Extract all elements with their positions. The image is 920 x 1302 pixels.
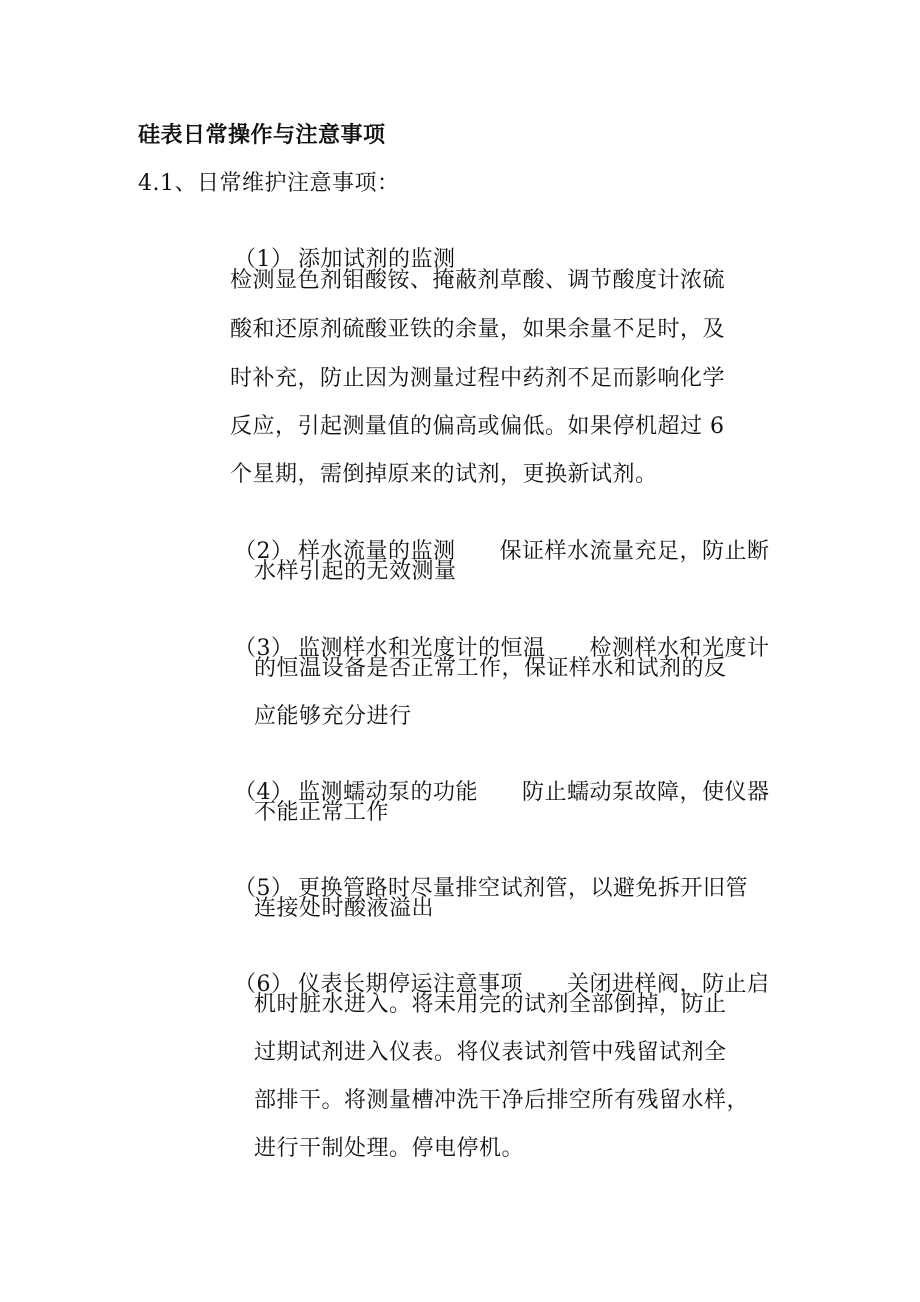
item-marker: （4） — [233, 780, 294, 805]
document-title: 硅表日常操作与注意事项 — [138, 123, 386, 148]
item-6-body-line: 过期试剂进入仪表。将仪表试剂管中残留试剂全 — [254, 1040, 727, 1065]
item-subject: 监测蠕动泵的功能 — [297, 780, 478, 805]
item-description: 防止蠕动泵故障，使仪器 — [522, 780, 770, 805]
item-6-body-line: 机时脏水进入。将未用完的试剂全部倒掉，防止 — [254, 992, 727, 1017]
item-marker: （1） — [233, 247, 294, 272]
item-subject: 仪表长期停运注意事项 — [297, 972, 523, 997]
item-marker: （6） — [233, 972, 294, 997]
item-6-body-line: 部排干。将测量槽冲洗干净后排空所有残留水样， — [254, 1088, 750, 1113]
item-6-body-line: 进行干制处理。停电停机。 — [254, 1136, 525, 1161]
item-4-body-line: 不能正常工作 — [254, 800, 390, 825]
item-3-body-line: 应能够充分进行 — [254, 704, 412, 729]
item-1-body-line: 个星期，需倒掉原来的试剂，更换新试剂。 — [230, 462, 658, 487]
item-1-body-line: 检测显色剂钼酸铵、掩蔽剂草酸、调节酸度计浓硫 — [230, 268, 726, 293]
item-subject: 更换管路时尽量排空试剂管，以避免拆开旧管 — [297, 876, 748, 901]
item-2-body-line: 水样引起的无效测量 — [254, 559, 457, 584]
item-description: 检测样水和光度计 — [589, 636, 770, 661]
item-description: 保证样水流量充足，防止断 — [499, 539, 770, 564]
item-3-body-line: 的恒温设备是否正常工作，保证样水和试剂的反 — [254, 656, 727, 681]
item-marker: （5） — [233, 876, 294, 901]
item-1-body-line: 酸和还原剂硫酸亚铁的余量，如果余量不足时，及 — [230, 317, 726, 342]
item-subject: 添加试剂的监测 — [297, 247, 456, 272]
section-heading: 4.1、日常维护注意事项： — [138, 171, 400, 196]
item-1-body-line: 时补充，防止因为测量过程中药剂不足而影响化学 — [230, 366, 726, 391]
item-subject: 监测样水和光度计的恒温 — [297, 636, 546, 661]
item-marker: （3） — [233, 636, 294, 661]
item-1-body-line: 反应，引起测量值的偏高或偏低。如果停机超过 6 — [230, 414, 725, 439]
item-5-body-line: 连接处时酸液溢出 — [254, 896, 435, 921]
item-subject: 样水流量的监测 — [297, 539, 456, 564]
item-description: 关闭进样阀，防止启 — [567, 972, 770, 997]
item-marker: （2） — [233, 539, 294, 564]
